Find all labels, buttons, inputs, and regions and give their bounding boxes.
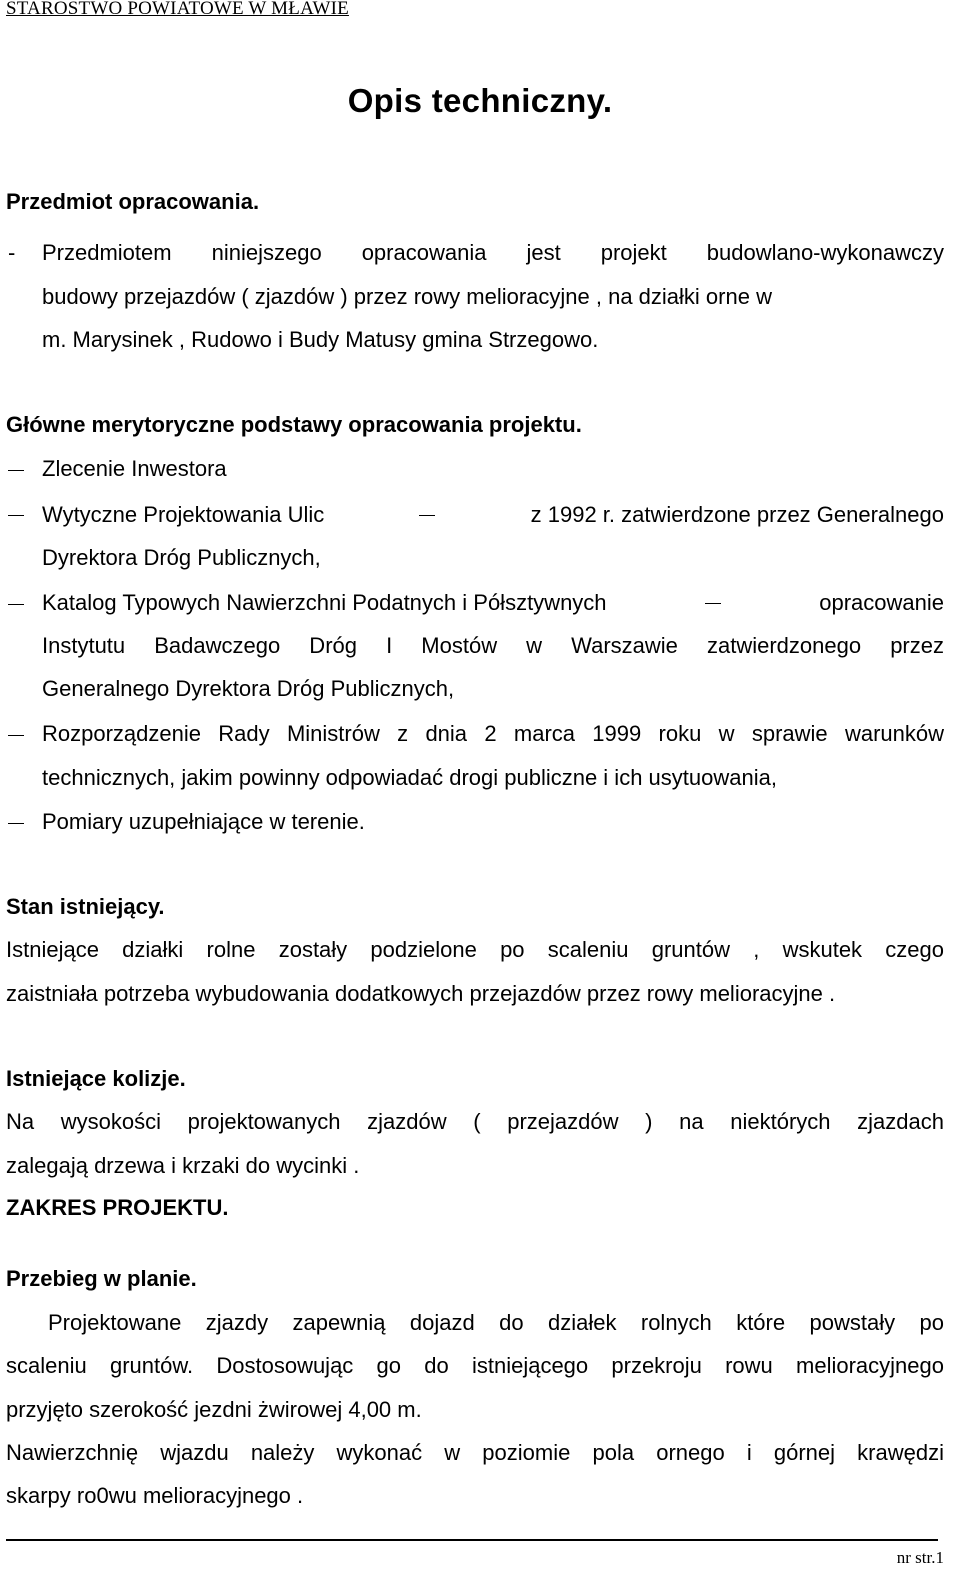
document-title: Opis techniczny. — [347, 82, 613, 119]
plan-line-3: przyjęto szerokość jezdni żwirowej 4,00 m. — [6, 1397, 422, 1422]
list-dash-icon — [8, 515, 24, 516]
existing-heading: Stan istniejący. — [6, 894, 165, 919]
page-number: nr str.1 — [896, 1548, 944, 1567]
basis-item-3-part-a: Katalog Typowych Nawierzchni Podatnych i Półsztywnych — [42, 590, 607, 615]
list-dash-icon — [8, 735, 24, 736]
collisions-line-1: Na wysokości projektowanych zjazdów ( przejazdów ) na niektórych zjazdach — [6, 1109, 944, 1134]
plan-line-1: Projektowane zjazdy zapewnią dojazd do działek rolnych które powstały po — [48, 1310, 944, 1335]
plan-line-4: Nawierzchnię wjazdu należy wykonać w poziomie pola ornego i górnej krawędzi — [6, 1440, 944, 1465]
inline-dash-icon — [419, 515, 435, 516]
basis-item-2 — [42, 501, 944, 529]
basis-item-4-line-2: technicznych, jakim powinny odpowiadać drogi publiczne i ich usytuowania, — [42, 765, 777, 790]
basis-item-3-line-2: Instytutu Badawczego Dróg I Mostów w Warszawie zatwierdzonego przez — [42, 633, 944, 658]
office-header-link[interactable]: STAROSTWO POWIATOWE W MŁAWIE — [6, 0, 349, 19]
basis-item-2-line-2: Dyrektora Dróg Publicznych, — [42, 545, 321, 570]
collisions-line-2: zalegają drzewa i krzaki do wycinki . — [6, 1153, 360, 1178]
subject-line-1: Przedmiotem niniejszego opracowania jest projekt budowlano-wykonawczy — [42, 240, 944, 265]
existing-line-2: zaistniała potrzeba wybudowania dodatkowych przejazdów przez rowy melioracyjne . — [6, 981, 836, 1006]
basis-item-3 — [42, 589, 944, 617]
subject-heading: Przedmiot opracowania. — [6, 189, 260, 214]
basis-item-2-part-a: Wytyczne Projektowania Ulic — [42, 502, 325, 527]
basis-item-3-line-3: Generalnego Dyrektora Dróg Publicznych, — [42, 676, 455, 701]
list-dash-icon — [8, 823, 24, 824]
subject-dash: - — [8, 240, 16, 265]
basis-heading: Główne merytoryczne podstawy opracowania projektu. — [6, 412, 582, 437]
list-dash-icon — [8, 470, 24, 471]
plan-line-2: scaleniu gruntów. Dostosowując go do istniejącego przekroju rowu melioracyjnego — [6, 1353, 944, 1378]
basis-item-1: Zlecenie Inwestora — [42, 456, 227, 481]
basis-item-5: Pomiary uzupełniające w terenie. — [42, 809, 365, 834]
basis-item-2-part-b: z 1992 r. zatwierdzone przez Generalnego — [530, 502, 944, 527]
scope-heading: ZAKRES PROJEKTU. — [6, 1195, 229, 1220]
plan-heading: Przebieg w planie. — [6, 1266, 197, 1291]
existing-line-1: Istniejące działki rolne zostały podzielone po scaleniu gruntów , wskutek czego — [6, 937, 944, 962]
basis-item-4-line-1: Rozporządzenie Rady Ministrów z dnia 2 marca 1999 roku w sprawie warunków — [42, 721, 944, 746]
collisions-heading: Istniejące kolizje. — [6, 1066, 186, 1091]
plan-line-5: skarpy ro0wu melioracyjnego . — [6, 1483, 304, 1508]
list-dash-icon — [8, 604, 24, 605]
inline-dash-icon — [705, 603, 721, 604]
subject-line-3: m. Marysinek , Rudowo i Budy Matusy gmina Strzegowo. — [42, 327, 599, 352]
basis-item-3-part-b: opracowanie — [819, 590, 944, 615]
footer-rule — [6, 1539, 938, 1541]
subject-line-2: budowy przejazdów ( zjazdów ) przez rowy melioracyjne , na działki orne w — [42, 284, 772, 309]
